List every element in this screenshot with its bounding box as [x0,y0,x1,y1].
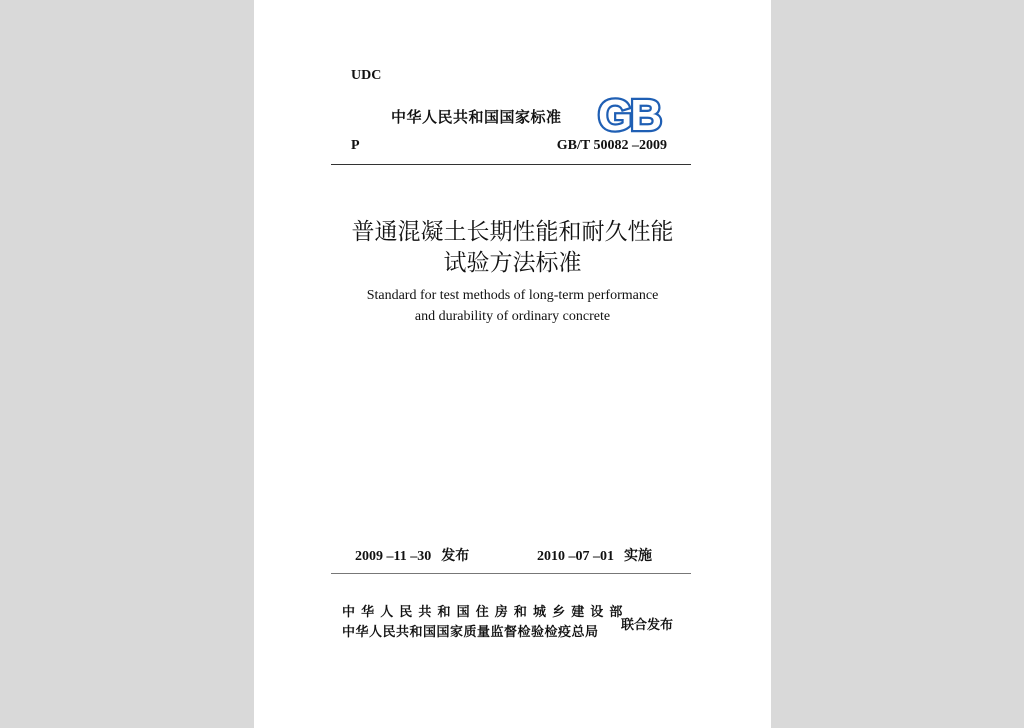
title-english-line2: and durability of ordinary concrete [414,309,611,324]
issuer-ministry: 中华人民共和国住房和城乡建设部 [342,605,629,620]
title-english-line1: Standard for test methods of long-term performance [366,288,659,303]
gb-logo [591,94,667,134]
implement-date: 2010 –07 –01 [537,549,614,564]
issuing-authorities [342,603,629,643]
joint-issue-label: 联合发布 [621,618,674,633]
gb-logo-text: GB [598,94,660,134]
footer-divider [331,573,691,574]
issue-date-block [355,545,469,565]
title-chinese-line1: 普通混凝土长期性能和耐久性能 [351,219,674,244]
udc-label: UDC [351,68,382,83]
header-divider [331,164,691,165]
issuer-aqsiq: 中华人民共和国国家质量监督检验检疫总局 [342,625,599,640]
implement-date-block [537,545,652,565]
document-page [254,0,771,728]
title-chinese [254,216,771,278]
issue-date: 2009 –11 –30 [355,549,432,564]
title-english [254,285,771,327]
classification-code: P [351,138,360,153]
implement-label: 实施 [624,548,652,564]
standard-number: GB/T 50082 –2009 [556,138,667,153]
national-standard-label: 中华人民共和国国家标准 [391,108,562,126]
title-chinese-line2: 试验方法标准 [443,250,582,275]
issue-label: 发布 [441,548,470,564]
